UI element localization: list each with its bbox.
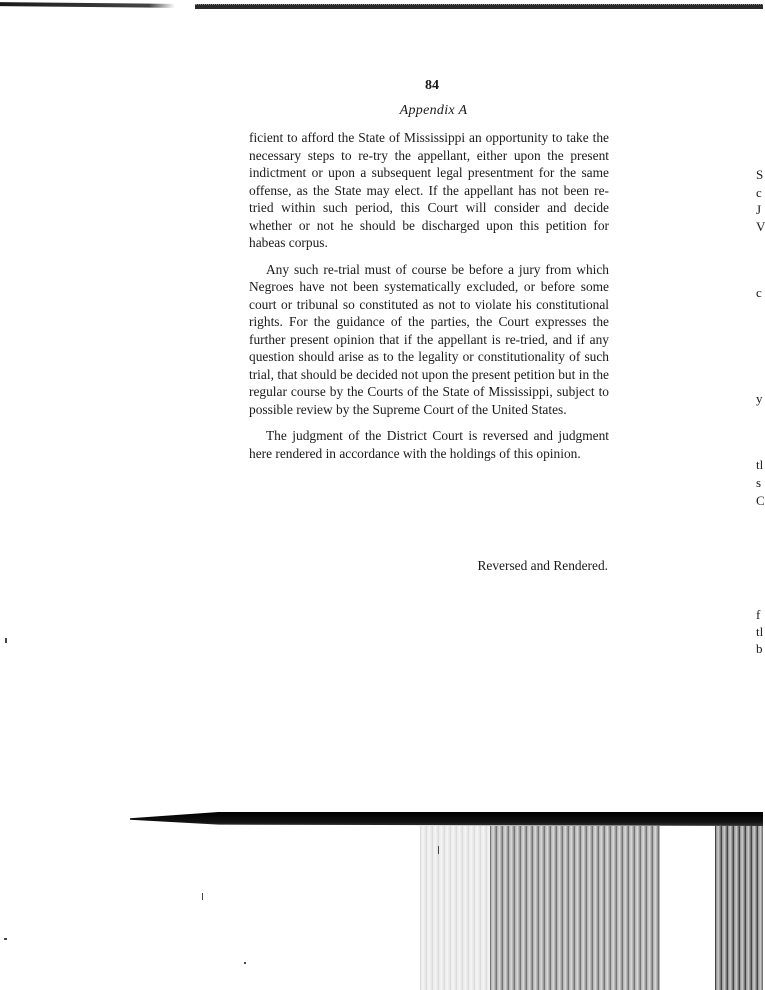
edge-fragment: f [756,607,761,622]
edge-fragment: tl [756,457,764,472]
scan-speck [244,962,246,964]
scan-edge-top-left [0,2,175,8]
page-number: 84 [425,78,439,93]
paragraph-3: The judgment of the District Court is reversed and judgment here rendered in accordance with the holdings of this opinion. [249,428,609,461]
scan-edge-top-right [195,4,763,9]
scan-speck [202,893,203,900]
edge-fragment: y [756,391,763,406]
edge-fragment: S [756,167,764,182]
appendix-title: Appendix A [399,103,468,118]
edge-fragment: c [756,185,762,200]
scan-noise-band [490,826,660,990]
edge-fragment: s [756,475,762,490]
paragraph-1: ficient to afford the State of Mississippi an opportunity to take the necessary steps to re-try the appellant, either upon the present indictment or upon a subsequent legal presentment for the same offense, as the State may elect. If the appellant has not been re-tried within such period, this Court will consider and decide whether or not he should be discharged upon this petition for habeas corpus. [249,130,609,250]
scan-speck [5,638,7,643]
scan-speck [438,846,439,854]
edge-fragment: tl [756,624,764,639]
edge-fragment: c [756,285,762,300]
paragraph-2: Any such re-trial must of course be before a jury from which Negroes have not been systematically excluded, or before some court or tribunal so constituted as not to violate his constitutional rights. For the guidance of the parties, the Court expresses the further present opinion that if the appellant is re-tried, and if any question should arise as to the legality or constitutionality of such trial, that should be decided not upon the present petition but in the regular course by the Courts of the State of Mississippi, subject to possible review by the Supreme Court of the United States. [249,261,609,417]
scan-edge-bottom-bar [130,812,763,826]
edge-fragment: C [756,493,765,508]
scan-noise-band [715,826,763,990]
scan-speck [4,938,7,940]
body-text [249,129,609,462]
edge-fragment: J [756,202,762,217]
scan-noise-band [420,826,490,990]
closing-disposition: Reversed and Rendered. [477,558,608,573]
edge-fragment: b [756,641,763,656]
edge-fragment: V [756,219,765,234]
